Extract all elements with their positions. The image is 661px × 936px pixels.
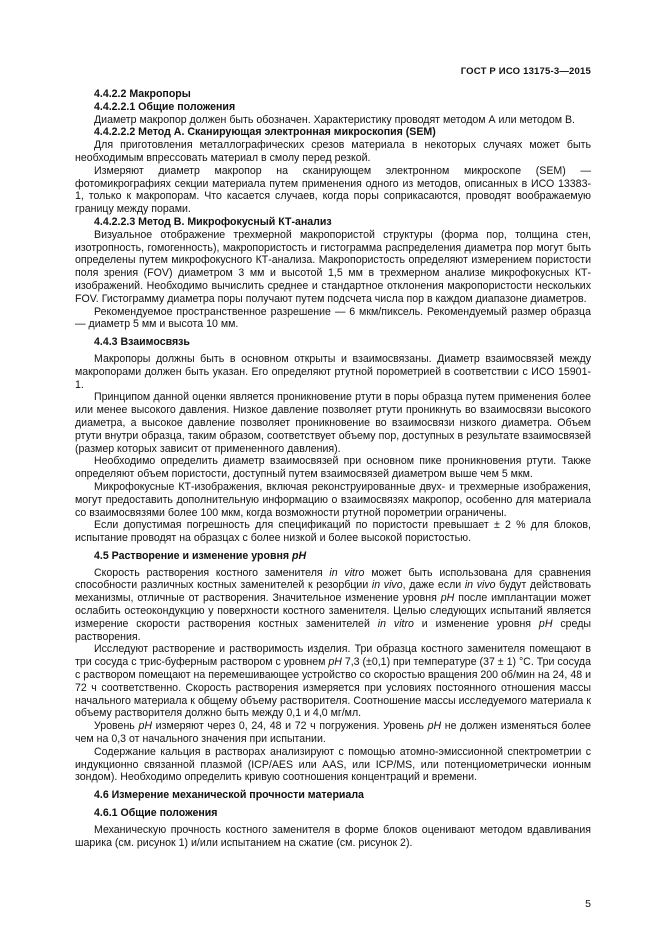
- italic-text-run: in vitro: [377, 617, 414, 630]
- body-paragraph: [75, 165, 591, 216]
- text-run: Измеряют диаметр макропор на сканирующем электронном микроскопе (SEM) — фотомикрографиях секции материала путем применения одного из методов, описанных в ИСО 13383-1, только к макропорам. Что касается случаев, когда поры соприкасаются, проводят воображаемую границу между порами.: [75, 164, 591, 216]
- text-run: Необходимо определить диаметр взаимосвязей при основном пике проникновения ртути. Также определяют объем пористости, доступный путем взаимосвязей диаметром выше чем 5 мкм.: [75, 455, 591, 481]
- italic-text-run: pH: [440, 592, 455, 605]
- text-run: не должен изменяться более чем на 0,3 от начального значения при испытании.: [75, 720, 591, 746]
- text-run: Исследуют растворение и растворимость изделия. Три образца костного заменителя помещают в три сосуда с трис-буферным раствором с уровнем: [75, 643, 591, 669]
- body-paragraph: [75, 391, 591, 455]
- text-run: среды растворения.: [75, 617, 591, 643]
- italic-text-run: in vivo: [464, 579, 496, 592]
- text-run: 4.4.3 Взаимосвязь: [94, 336, 190, 349]
- section-heading: [75, 216, 591, 229]
- body-paragraph: [75, 306, 591, 332]
- body-paragraph: [75, 114, 591, 127]
- body-paragraph: [75, 567, 591, 644]
- section-heading: [75, 101, 591, 114]
- text-run: 4.6 Измерение механической прочности материала: [94, 789, 364, 802]
- text-run: Визуальное отображение трехмерной макропористой структуры (форма пор, толщина стен, изотропность, гомогенность), макропористость и гистограмма распределения диаметра пор могут быть определены путем микрофокусного КТ-анализа. Макропористость определяют измерением пористости поля зрения (FOV) диаметром 3 мм и высотой 1,5 мм в трехмерном анализе микрофокусных КТ-изображений. Необходимо вычислить среднее и стандартное отклонения макропористости нескольких FOV. Гистограмму диаметра поры получают путем подсчета числа пор в каждом диапазоне диаметров.: [75, 228, 591, 305]
- text-run: Диаметр макропор должен быть обозначен. Характеристику проводят методом А или методом В.: [94, 113, 575, 126]
- body-paragraph: [75, 229, 591, 306]
- text-run: Для приготовления металлографических срезов материала в некоторых случаях может быть необходимым впрессовать материал в смолу перед резкой.: [75, 139, 591, 164]
- body-paragraph: [75, 643, 591, 720]
- section-heading: [75, 336, 591, 349]
- text-run: Скорость растворения костного заменителя: [94, 566, 330, 579]
- page-footer: [75, 898, 591, 910]
- text-run: Уровень: [94, 720, 139, 733]
- italic-text-run: pH: [292, 549, 307, 562]
- body-paragraph: [75, 746, 591, 784]
- text-run: 4.5 Растворение и изменение уровня: [94, 549, 292, 562]
- text-run: 4.4.2.2.1 Общие положения: [94, 100, 236, 113]
- text-run: Макропоры должны быть в основном открыты и взаимосвязаны. Диаметр взаимосвязей между макропорами должен быть указан. Его определяют ртутной порометрией в соответствии с ИСО 15901-1.: [75, 352, 591, 391]
- body-paragraph: [75, 353, 591, 391]
- italic-text-run: in vivo: [371, 579, 403, 592]
- italic-text-run: pH: [328, 656, 342, 669]
- text-run: 4.4.2.2.2 Метод А. Сканирующая электронная микроскопия (SEM): [94, 126, 436, 139]
- section-heading: [75, 789, 591, 802]
- body-paragraph: [75, 519, 591, 545]
- text-run: 7,3 (±0,1) при температуре (37 ± 1) °С. Три сосуда с раствором помещают на перемешивающее устройство со скоростью вращения 200 об/мин на 24, 48 и 72 ч соответственно. Скорость растворения измеряется при условиях постоянного отношения массы начального материала к общему объему растворителя. Соотношение массы исследуемого материала к объему растворителя должно быть между 0,1 и 4,0 мг/мл.: [75, 656, 591, 720]
- text-run: Рекомендуемое пространственное разрешение — 6 мкм/пиксель. Рекомендуемый размер образца — диаметр 5 мм и высота 10 мм.: [75, 305, 591, 331]
- italic-text-run: pH: [138, 720, 153, 733]
- text-run: после имплантации может ослабить остеокондукцию у поверхности костного заменителя. Целью следующих испытаний является измерение скорости растворения костных заменителей: [75, 592, 591, 630]
- text-run: Принципом данной оценки является проникновение ртути в поры образца путем применения более или менее высокого давления. Низкое давление позволяет ртути проникнуть во взаимосвязи высокого диаметра, а высокое давление позволяет проникновение во взаимосвязи низкого диаметра. Объем ртути внутри образца, таким образом, соответствует объему пор, доступных в результате взаимосвязей (размер которых зависит от примененного давления).: [75, 391, 591, 455]
- section-heading: [75, 126, 591, 139]
- text-run: Содержание кальция в растворах анализируют с помощью атомно-эмиссионной спектрометрии с индукционно связанной плазмой (ICP/AES или AAS, или ICP/MS, или потенциометрически ионным зондом). Необходимо определить кривую соотношения концентраций и времени.: [75, 745, 591, 784]
- text-run: , даже если: [402, 579, 465, 592]
- text-run: Микрофокусные КТ-изображения, включая реконструированные двух- и трехмерные изображения, могут предоставить дополнительную информацию о взаимосвязях макропор, особенно для материала со взаимосвязями более 100 мкм, когда возможности ртутной порометрии ограничены.: [75, 480, 591, 519]
- section-heading: [75, 88, 591, 101]
- text-run: 4.6.1 Общие положения: [94, 807, 218, 820]
- body-paragraph: [75, 455, 591, 481]
- text-run: будут действовать механизмы, отличные от растворения. Значительное изменение уровня: [75, 579, 592, 605]
- text-run: и изменение уровня: [413, 617, 539, 630]
- standard-designation: ГОСТ Р ИСО 13175-3—2015: [460, 66, 591, 77]
- body-paragraph: [75, 481, 591, 519]
- text-run: может быть использована для сравнения способности различных костных заменителей к резорбции: [75, 566, 591, 592]
- text-run: измеряют через 0, 24, 48 и 72 ч погружения. Уровень: [152, 720, 428, 733]
- italic-text-run: pH: [538, 617, 553, 630]
- body-paragraph: [75, 720, 591, 746]
- text-run: 4.4.2.2.3 Метод В. Микрофокусный КТ-анализ: [94, 215, 332, 228]
- italic-text-run: pH: [427, 720, 442, 733]
- document-body: [75, 88, 591, 849]
- italic-text-run: in vitro: [329, 566, 365, 579]
- body-paragraph: [75, 139, 591, 165]
- section-heading: [75, 550, 591, 563]
- text-run: 4.4.2.2 Макропоры: [94, 88, 191, 100]
- text-run: Если допустимая погрешность для спецификаций по пористости превышает ± 2 % для блоков, испытание проводят на образцах с более низкой и более высокой пористостью.: [75, 519, 591, 545]
- running-header: [75, 66, 591, 77]
- body-paragraph: [75, 824, 591, 850]
- text-run: Механическую прочность костного заменителя в форме блоков оценивают методом вдавливания шарика (см. рисунок 1) и/или испытанием на сжатие (см. рисунок 2).: [75, 823, 591, 849]
- section-heading: [75, 807, 591, 820]
- page-number: 5: [585, 898, 591, 910]
